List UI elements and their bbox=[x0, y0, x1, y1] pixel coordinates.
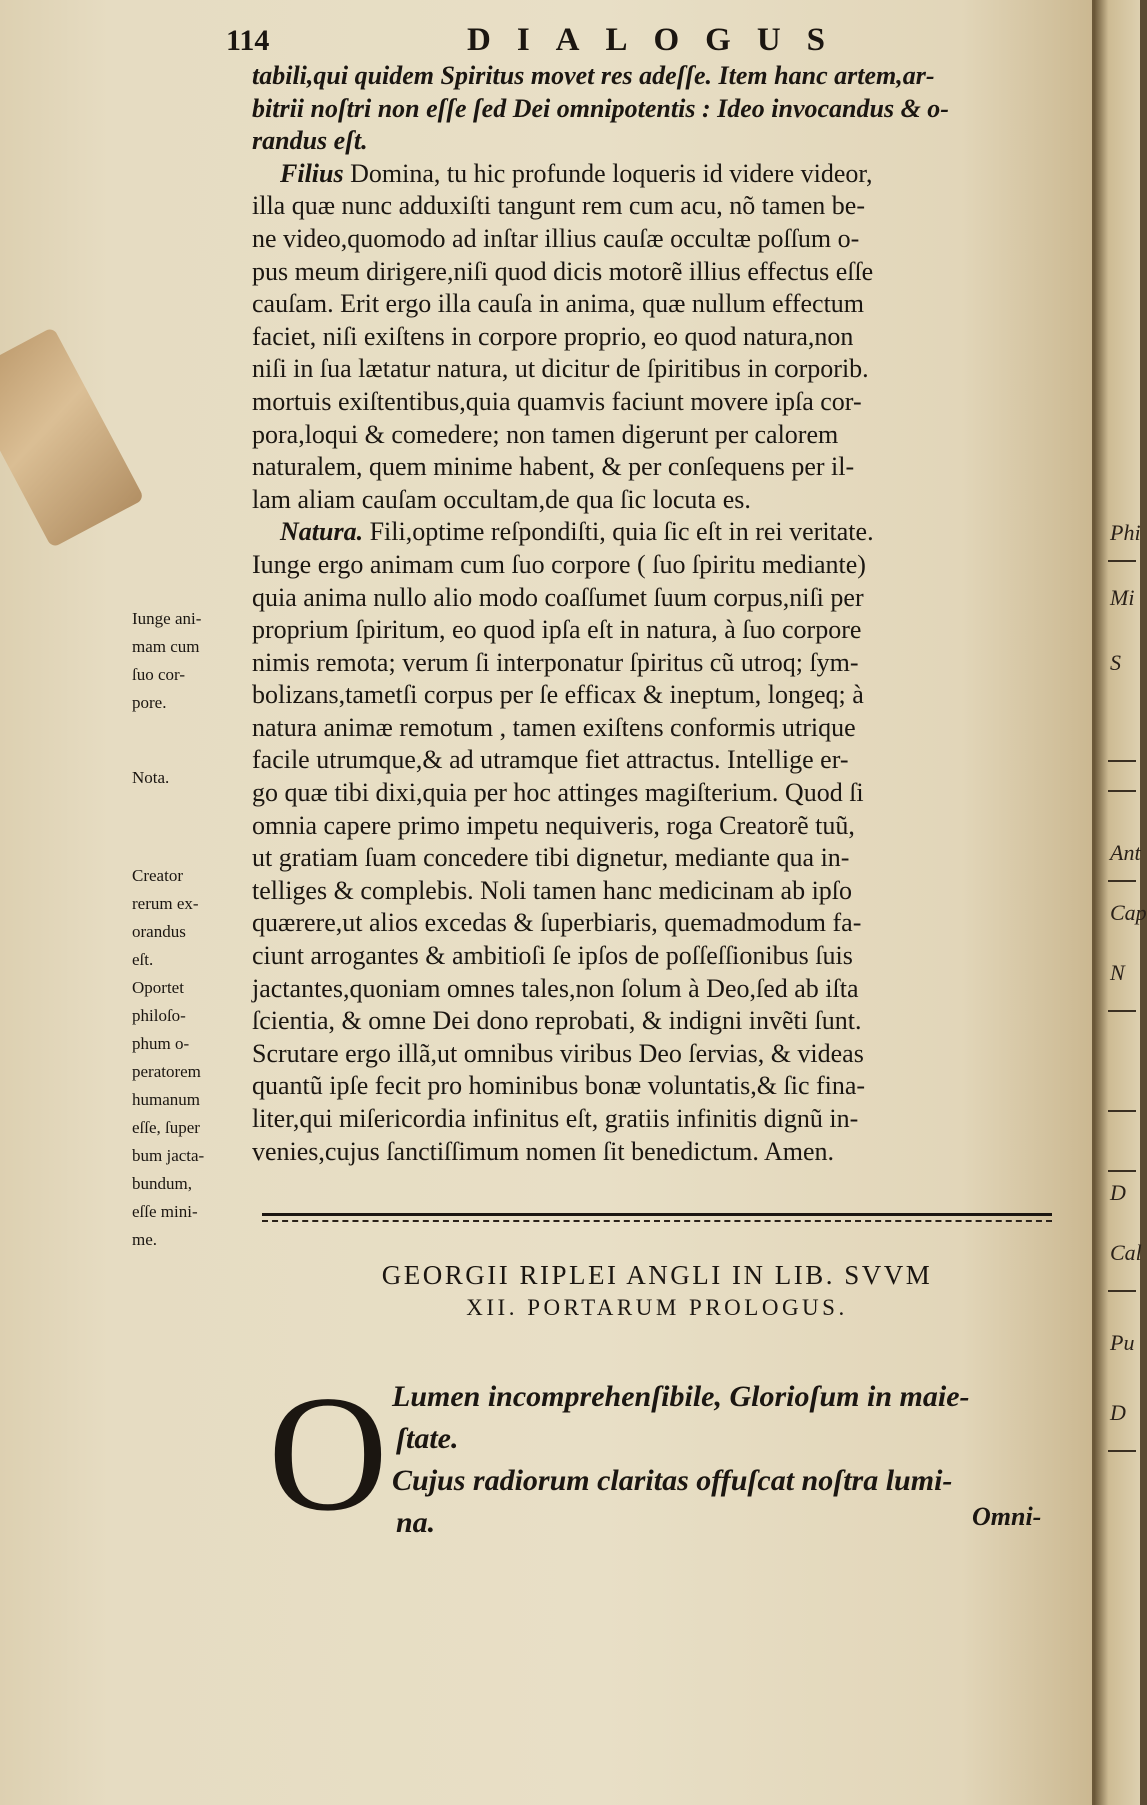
line-content: Domina, tu hic profunde loqueris id videre videor, bbox=[343, 158, 873, 188]
text-line bbox=[252, 810, 1062, 843]
leaf-fragment: D bbox=[1110, 1400, 1126, 1425]
text-line bbox=[252, 582, 1062, 615]
line-content: jactantes,quoniam omnes tales,non ſolum à Deo,ſed ab iſta bbox=[252, 973, 859, 1003]
line-content: Fili,optime reſpondiſti, quia ſic eſt in rei veritate. bbox=[363, 517, 874, 547]
text-line bbox=[252, 419, 1062, 452]
margin-note-creator bbox=[132, 862, 257, 1254]
text-line bbox=[252, 1070, 1062, 1103]
prologue-line: Cujus radiorum claritas offuſcat noſtra lumi- bbox=[392, 1464, 953, 1497]
line-content: niſi in ſua lætatur natura, ut dicitur de ſpiritibus in corporib. bbox=[252, 354, 869, 384]
leaf-rule bbox=[1108, 1110, 1136, 1112]
speaker-label: Natura. bbox=[280, 517, 364, 547]
text-line bbox=[252, 647, 1062, 680]
line-content: go quæ tibi dixi,quia per hoc attinges magiſterium. Quod ſi bbox=[252, 778, 864, 808]
text-line bbox=[252, 288, 1062, 321]
section-title bbox=[262, 1260, 1052, 1321]
text-line bbox=[252, 907, 1062, 940]
prologue-line: na. bbox=[396, 1506, 436, 1539]
line-content: natura animæ remotum , tamen exiſtens conformis utrique bbox=[252, 712, 856, 742]
margin-note-line: mam cum bbox=[132, 637, 200, 656]
text-line bbox=[252, 549, 1062, 582]
line-content: ciunt arrogantes & ambitioſi ſe ipſos de poſſeſſionibus ſuis bbox=[252, 941, 853, 971]
text-line bbox=[252, 353, 1062, 386]
text-line bbox=[252, 190, 1062, 223]
prologue-line: Lumen incomprehenſibile, Glorioſum in maie- bbox=[392, 1380, 970, 1413]
leaf-rule bbox=[1108, 1010, 1136, 1012]
leaf-fragment: Ant bbox=[1110, 840, 1141, 865]
line-content: tabili,qui quidem Spiritus movet res adeſſe. Item hanc artem,ar- bbox=[252, 61, 935, 90]
text-line bbox=[252, 614, 1062, 647]
margin-note-line: Iunge ani- bbox=[132, 609, 202, 628]
line-content: pus meum dirigere,niſi quod dicis motorẽ illius effectus eſſe bbox=[252, 256, 874, 286]
margin-note-line: bundum, bbox=[132, 1174, 192, 1193]
line-content: quia anima nullo alio modo coaſſumet ſuum corpus,niſi per bbox=[252, 582, 864, 612]
margin-note-line: Creator bbox=[132, 866, 183, 885]
leaf-fragment: D bbox=[1110, 1180, 1126, 1205]
text-line bbox=[252, 256, 1062, 289]
text-line bbox=[252, 93, 1062, 126]
margin-note-line: eſt. bbox=[132, 950, 154, 969]
text-line bbox=[252, 516, 1062, 549]
margin-note-line: eſſe, ſuper bbox=[132, 1118, 200, 1137]
text-line bbox=[252, 842, 1062, 875]
line-content: naturalem, quem minime habent, & per conſequens per il- bbox=[252, 452, 855, 482]
text-line bbox=[252, 1103, 1062, 1136]
line-content: proprium ſpiritum, eo quod ipſa eſt in natura, à ſuo corpore bbox=[252, 615, 862, 645]
leaf-fragment: Cal bbox=[1110, 1240, 1142, 1265]
text-line bbox=[252, 679, 1062, 712]
section-title-line2: XII. PORTARUM PROLOGUS. bbox=[466, 1295, 848, 1320]
text-line bbox=[252, 1038, 1062, 1071]
line-content: nimis remota; verum ſi interponatur ſpiritus cũ utroq; ſym- bbox=[252, 647, 859, 677]
margin-note-line: eſſe mini- bbox=[132, 1202, 198, 1221]
drop-cap: O bbox=[268, 1361, 388, 1545]
line-content: bolizans,tametſi corpus per ſe efficax & ineptum, longeq; à bbox=[252, 680, 864, 710]
margin-note-line: bum jacta- bbox=[132, 1146, 205, 1165]
margin-note-line: phum o- bbox=[132, 1034, 190, 1053]
line-content: Iunge ergo animam cum ſuo corpore ( ſuo ſpiritu mediante) bbox=[252, 549, 866, 579]
line-content: quantũ ipſe fecit pro hominibus bonæ voluntatis,& ſic fina- bbox=[252, 1071, 866, 1101]
line-content: Scrutare ergo illã,ut omnibus viribus Deo ſervias, & videas bbox=[252, 1038, 864, 1068]
leaf-fragment: N bbox=[1110, 960, 1125, 985]
line-content: ut gratiam ſuam concedere tibi dignetur, mediante qua in- bbox=[252, 843, 850, 873]
line-content: cauſam. Erit ergo illa cauſa in anima, quæ nullum effectum bbox=[252, 289, 865, 319]
line-content: mortuis exiſtentibus,quia quamvis faciunt movere ipſa cor- bbox=[252, 386, 862, 416]
margin-note-line: philoſo- bbox=[132, 1006, 186, 1025]
text-line bbox=[252, 973, 1062, 1006]
line-content: illa quæ nunc adduxiſti tangunt rem cum acu, nõ tamen be- bbox=[252, 191, 866, 221]
line-content: pora,loqui & comedere; non tamen digerunt per calorem bbox=[252, 419, 839, 449]
line-content: faciet, niſi exiſtens in corpore proprio, eo quod natura,non bbox=[252, 321, 854, 351]
leaf-rule bbox=[1108, 1170, 1136, 1172]
text-line bbox=[252, 451, 1062, 484]
leaf-rule bbox=[1108, 560, 1136, 562]
section-divider-dashed bbox=[262, 1220, 1052, 1224]
margin-note-nota bbox=[132, 764, 257, 792]
line-content: ne video,quomodo ad inſtar illius cauſæ occultæ poſſum o- bbox=[252, 223, 860, 253]
text-line bbox=[252, 777, 1062, 810]
text-line bbox=[252, 744, 1062, 777]
margin-note-line: rerum ex- bbox=[132, 894, 199, 913]
line-content: lam aliam cauſam occultam,de qua ſic locuta es. bbox=[252, 484, 751, 514]
margin-note-line: me. bbox=[132, 1230, 158, 1249]
margin-note-line: peratorem bbox=[132, 1062, 201, 1081]
text-line bbox=[252, 1136, 1062, 1169]
text-line bbox=[252, 223, 1062, 256]
text-line bbox=[252, 386, 1062, 419]
leaf-rule bbox=[1108, 1450, 1136, 1452]
margin-note-line: pore. bbox=[132, 693, 167, 712]
line-content: liter,qui miſericordia infinitus eſt, gratiis infinitis dignũ in- bbox=[252, 1104, 859, 1133]
leaf-rule bbox=[1108, 790, 1136, 792]
leaf-fragment: Mi bbox=[1110, 585, 1135, 610]
running-head: DIALOGUS bbox=[467, 22, 852, 58]
margin-note-line: Oportet bbox=[132, 978, 184, 997]
leaf-fragment: S bbox=[1110, 650, 1121, 675]
text-line bbox=[252, 1005, 1062, 1038]
text-line bbox=[252, 875, 1062, 908]
section-title-line1: GEORGII RIPLEI ANGLI IN LIB. SVVM bbox=[381, 1260, 933, 1290]
section-divider bbox=[262, 1213, 1052, 1220]
leaf-rule bbox=[1108, 880, 1136, 882]
text-line bbox=[252, 940, 1062, 973]
leaf-fragment: Pu bbox=[1110, 1330, 1135, 1355]
line-content: quærere,ut alios excedas & ſuperbiaris, quemadmodum fa- bbox=[252, 908, 862, 938]
margin-note-line: ſuo cor- bbox=[132, 665, 186, 684]
page-number: 114 bbox=[226, 24, 270, 57]
prologue-line: ſtate. bbox=[396, 1422, 459, 1455]
line-content: bitrii noſtri non eſſe ſed Dei omnipotentis : Ideo invocandus & o- bbox=[252, 93, 949, 123]
text-line bbox=[252, 125, 1062, 158]
margin-note-iunge bbox=[132, 605, 257, 717]
leaf-fragment: Phi bbox=[1110, 520, 1141, 545]
text-line bbox=[252, 60, 1062, 93]
line-content: omnia capere primo impetu nequiveris, roga Creatorẽ tuũ, bbox=[252, 810, 855, 840]
main-text bbox=[252, 60, 1062, 1168]
leaf-fragment: Cap bbox=[1110, 900, 1147, 925]
prologue-text bbox=[392, 1376, 1064, 1544]
margin-note-line: humanum bbox=[132, 1090, 200, 1109]
margin-note-line: Nota. bbox=[132, 768, 170, 787]
text-line bbox=[252, 321, 1062, 354]
line-content: telliges & complebis. Noli tamen hanc medicinam ab ipſo bbox=[252, 875, 853, 905]
text-line bbox=[252, 158, 1062, 191]
text-line bbox=[252, 484, 1062, 517]
catchword: Omni- bbox=[972, 1502, 1042, 1531]
line-content: facile utrumque,& ad utramque fiet attractus. Intellige er- bbox=[252, 745, 849, 775]
page-header bbox=[222, 22, 1050, 64]
text-line bbox=[252, 712, 1062, 745]
speaker-label: Filius bbox=[280, 158, 344, 188]
leaf-rule bbox=[1108, 1290, 1136, 1292]
line-content: venies,cujus ſanctiſſimum nomen ſit benedictum. Amen. bbox=[252, 1136, 835, 1166]
line-content: randus eſt. bbox=[252, 126, 368, 156]
line-content: ſcientia, & omne Dei dono reprobati, & indigni invẽti ſunt. bbox=[252, 1006, 862, 1036]
margin-note-line: orandus bbox=[132, 922, 186, 941]
leaf-rule bbox=[1108, 760, 1136, 762]
